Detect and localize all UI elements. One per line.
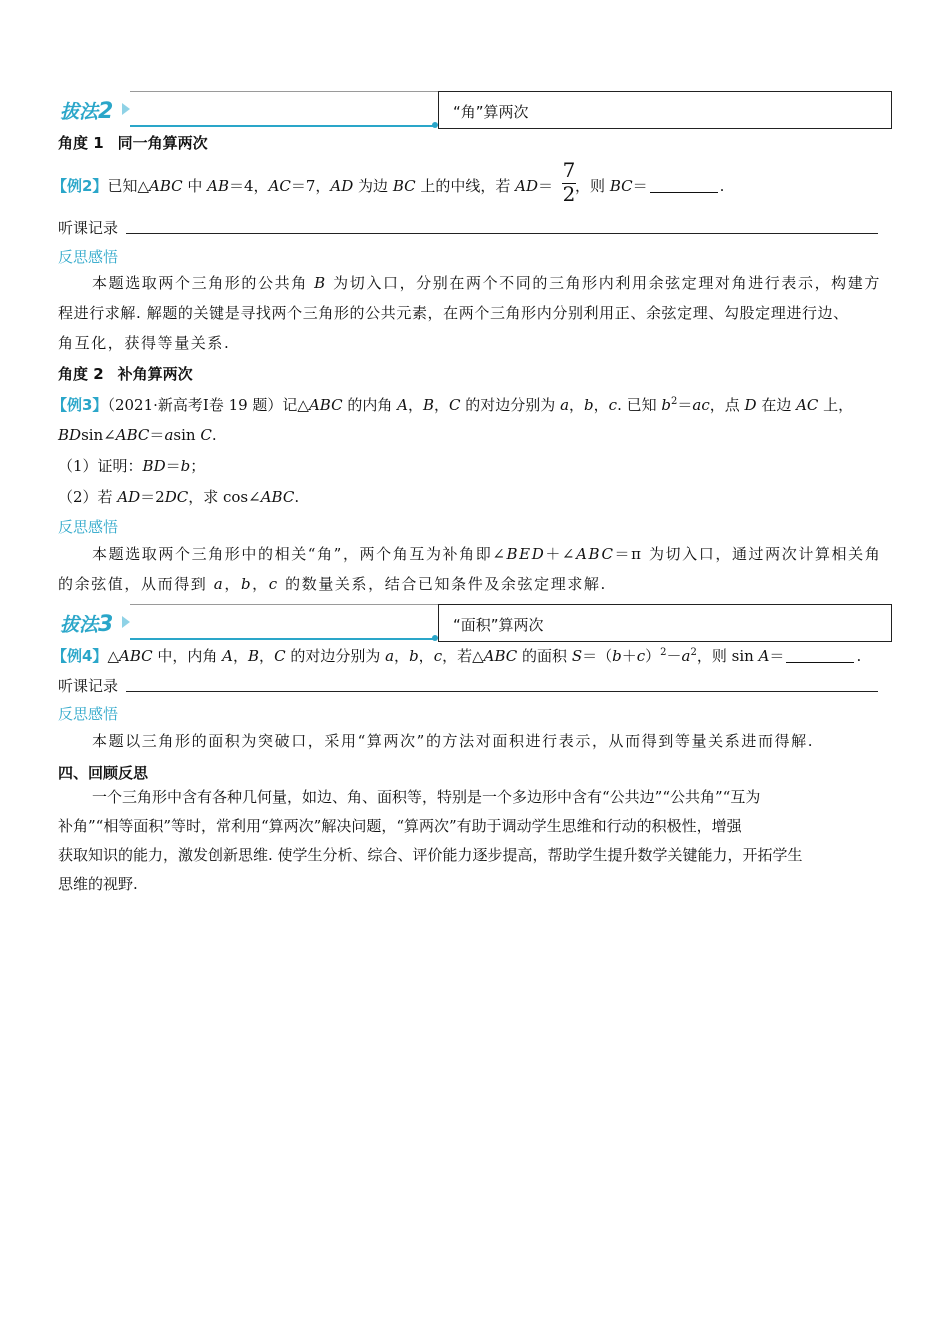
technique-2-title: “角”算两次 [453, 103, 529, 121]
technique-2-title-box [438, 91, 892, 129]
section-4-text: 一个三角形中含有各种几何量，如边、角、面积等，特别是一个多边形中含有“公共边”“公共角”“互为 补角”“相等面积”等时，常利用“算两次”解决问题，“算两次”有助于调动学生思维和行动的积极性，增强 获取知识的能力，激发创新思维. 使学生分析、综合、评价能力逐步提高，帮助学生提升数学关键能力，开拓学生 思维的视野. [58, 788, 803, 893]
technique-label: 拔法3 [60, 612, 114, 637]
notes-label: 听课记录 [58, 677, 119, 695]
angle-2-heading: 角度 2 补角算两次 [58, 365, 193, 383]
reflect-label: 反思感悟 [58, 518, 119, 536]
badge-bottom-line [130, 638, 436, 640]
reflect-4-text: 本题以三角形的面积为突破口，采用“算两次”的方法对面积进行表示，从而得到等量关系进而得解. [92, 732, 815, 750]
example-3-label: 【例3】 [52, 396, 108, 414]
badge-top-line [130, 604, 438, 605]
example-4: 【例4】△ABC 中，内角 A，B，C 的对边分别为 a，b，c，若△ABC 的面积 $S=(b+c)^2-a^2$，则 sin A＝ . [52, 647, 862, 665]
example-3: 【例3】（2021·新高考Ⅰ卷 19 题）记△ABC 的内角 A，B，C 的对边分别为 a，b，c. 已知 $b^2=ac$，点 D 在边 AC 上， [52, 396, 854, 414]
reflect-label: 反思感悟 [58, 705, 119, 723]
reflect-2-text: 本题选取两个三角形的公共角 B 为切入口，分别在两个不同的三角形内利用余弦定理对角进行表示，构建方 程进行求解. 解题的关键是寻找两个三角形的公共元素，在两个三角形内分别利用正、余弦定理、勾股定理进行边、 角互化，获得等量关系. [58, 274, 881, 352]
section-4-title: 四、回顾反思 [58, 764, 149, 782]
technique-3-header [58, 604, 892, 642]
arrow-right-icon [122, 616, 130, 628]
example-2: 【例2】已知△ABC 中 AB＝4，AC＝7，AD 为边 BC 上的中线，若 AD＝ ，则 BC＝ . [52, 177, 725, 195]
example-3-question-1: （1）证明：BD＝b； [58, 457, 206, 475]
badge-top-line [130, 91, 438, 92]
technique-3-badge [58, 604, 438, 642]
technique-3-title-box [438, 604, 892, 642]
answer-blank [650, 178, 718, 193]
example-3-question-2: （2）若 AD＝2DC，求 cos∠ABC. [58, 488, 300, 506]
notes-line [126, 691, 878, 692]
technique-3-title: “面积”算两次 [453, 616, 544, 634]
technique-2-header [58, 91, 892, 129]
badge-bottom-line [130, 125, 436, 127]
example-3-line-2: BDsin∠ABC＝asin C. [58, 426, 217, 444]
technique-2-badge [58, 91, 438, 129]
notes-label: 听课记录 [58, 219, 119, 237]
reflect-3-text: 本题选取两个三角形中的相关“角”，两个角互为补角即∠BED＋∠ABC＝π 为切入口，通过两次计算相关角 的余弦值，从而得到 a，b，c 的数量关系，结合已知条件及余弦定理求解. [58, 545, 882, 593]
reflect-label: 反思感悟 [58, 248, 119, 266]
notes-line [126, 233, 878, 234]
example-4-label: 【例4】 [52, 647, 108, 665]
answer-blank [786, 648, 854, 663]
fraction-7-over-2: 7 2 [562, 158, 576, 206]
example-2-label: 【例2】 [52, 177, 108, 195]
angle-1-heading: 角度 1 同一角算两次 [58, 134, 208, 152]
arrow-right-icon [122, 103, 130, 115]
technique-label: 拔法2 [60, 99, 114, 124]
